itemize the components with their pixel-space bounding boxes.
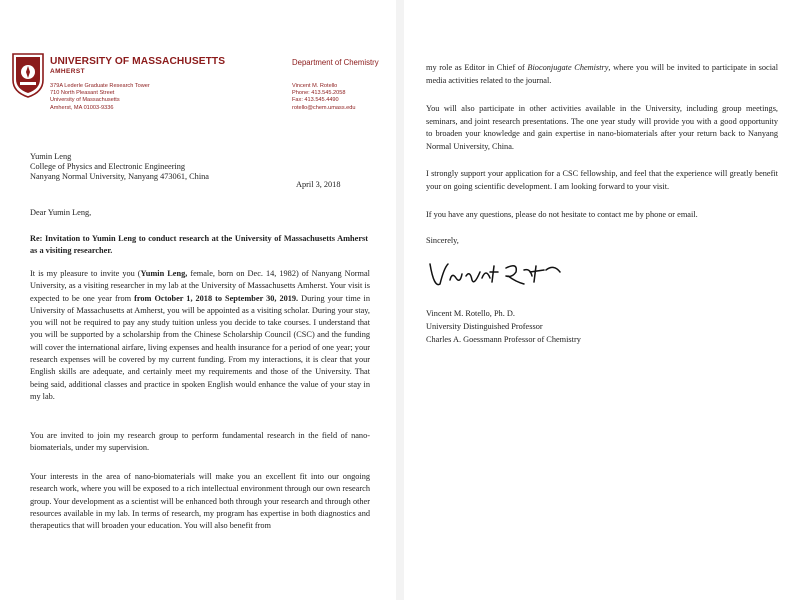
recipient-name: Yumin Leng	[30, 152, 72, 161]
paragraph-activities: You will also participate in other activities available in the University, including group meetings, seminars, and joint research presentations. The one year study will provide you with a good opportunity to broaden your knowledge and gain expertise in nano-biomaterials after your return back to Nanyang Normal University, China.	[426, 104, 778, 151]
journal-name: Bioconjugate Chemistry	[527, 63, 609, 72]
paragraph-editor-role: my role as Editor in Chief of Bioconjugate Chemistry, where you will be invited to participate in social media activities related to the journal.	[426, 63, 779, 85]
handwritten-signature	[426, 258, 566, 292]
invitee-name-bold: Yumin Leng,	[140, 269, 188, 278]
department-name: Department of Chemistry	[292, 58, 379, 67]
page-gutter	[396, 0, 404, 600]
university-campus: AMHERST	[50, 68, 85, 75]
university-name: UNIVERSITY OF MASSACHUSETTS	[50, 56, 226, 67]
paragraph-questions: If you have any questions, please do not hesitate to contact me by phone or email.	[426, 210, 698, 219]
contact-phone: Phone: 413.545.2058	[292, 90, 346, 97]
address-line: 710 North Pleasant Street	[50, 90, 115, 97]
university-seal-logo	[11, 52, 45, 98]
address-line: Amherst, MA 01003-9336	[50, 104, 114, 111]
closing: Sincerely,	[426, 236, 459, 245]
contact-name: Vincent M. Rotello	[292, 83, 338, 89]
letter-page-2	[404, 0, 800, 600]
letter-date: April 3, 2018	[296, 180, 341, 189]
salutation: Dear Yumin Leng,	[30, 208, 92, 217]
recipient-college: College of Physics and Electronic Engineering	[30, 162, 186, 172]
paragraph-research-group: You are invited to join my research group to perform fundamental research in the field of nano-biomaterials, under my supervision.	[30, 431, 370, 453]
signer-title: University Distinguished Professor	[426, 321, 543, 331]
signer-name: Vincent M. Rotello, Ph. D.	[426, 309, 515, 318]
paragraph-support: I strongly support your application for a CSC fellowship, and feel that the experience will greatly benefit your on going scientific development. I am looking forward to your visit.	[426, 169, 778, 191]
letter-page-1	[0, 0, 396, 600]
contact-email: rotello@chem.umass.edu	[292, 104, 356, 111]
department-address	[50, 83, 150, 112]
address-line: University of Massachusetts	[50, 97, 120, 104]
visit-period-bold: from October 1, 2018 to September 30, 2019.	[134, 293, 299, 303]
sender-contact	[292, 83, 356, 112]
subject-line: Re: Invitation to Yumin Leng to conduct research at the University of Massachusetts Amherst as a visiting researcher.	[30, 234, 368, 255]
recipient-university: Nanyang Normal University, Nanyang 473061, China	[30, 172, 209, 182]
signer-block	[426, 308, 581, 346]
paragraph-interests: Your interests in the area of nano-biomaterials will make you an excellent fit into our ongoing research work, where you will be exposed to a rich intellectual environment through our own research group. Your development as a scientist will be enhanced both through your research and through other resources available in my lab. In terms of research, my program has expertise in both diagnostics and therapeutics that will broaden your education. You will also benefit from	[30, 472, 370, 531]
contact-fax: Fax: 413.545.4490	[292, 97, 339, 104]
signer-title: Charles A. Goessmann Professor of Chemistry	[426, 334, 581, 344]
paragraph-invitation: It is my pleasure to invite you (Yumin Leng, female, born on Dec. 14, 1982) of Nanyang Normal University, as a visiting researcher in my lab at the University of Massachusetts Amherst. Your visit is expected to be one year from from October 1, 2018 to September 30, 2019. During your time in University of Massachusetts at Amherst, you will be appointed as a visiting scholar. During your stay, you will not be required to pay any study tuition unless you decide to take courses. I understand that you will be supported by a scholarship from the Chinese Scholarship Council (CSC) and the funding will cover the international airfare, living expenses and health insurance for a period of one year; your research expenses will be covered by my current funding. From my interactions, it is clear that your English skills are adequate, and certainly meet my requirements and those of the University. That being said, additional classes and practice in spoken English would enhance the value of your stay in my lab.	[30, 269, 370, 401]
address-line: 379A Lederle Graduate Research Tower	[50, 83, 150, 89]
